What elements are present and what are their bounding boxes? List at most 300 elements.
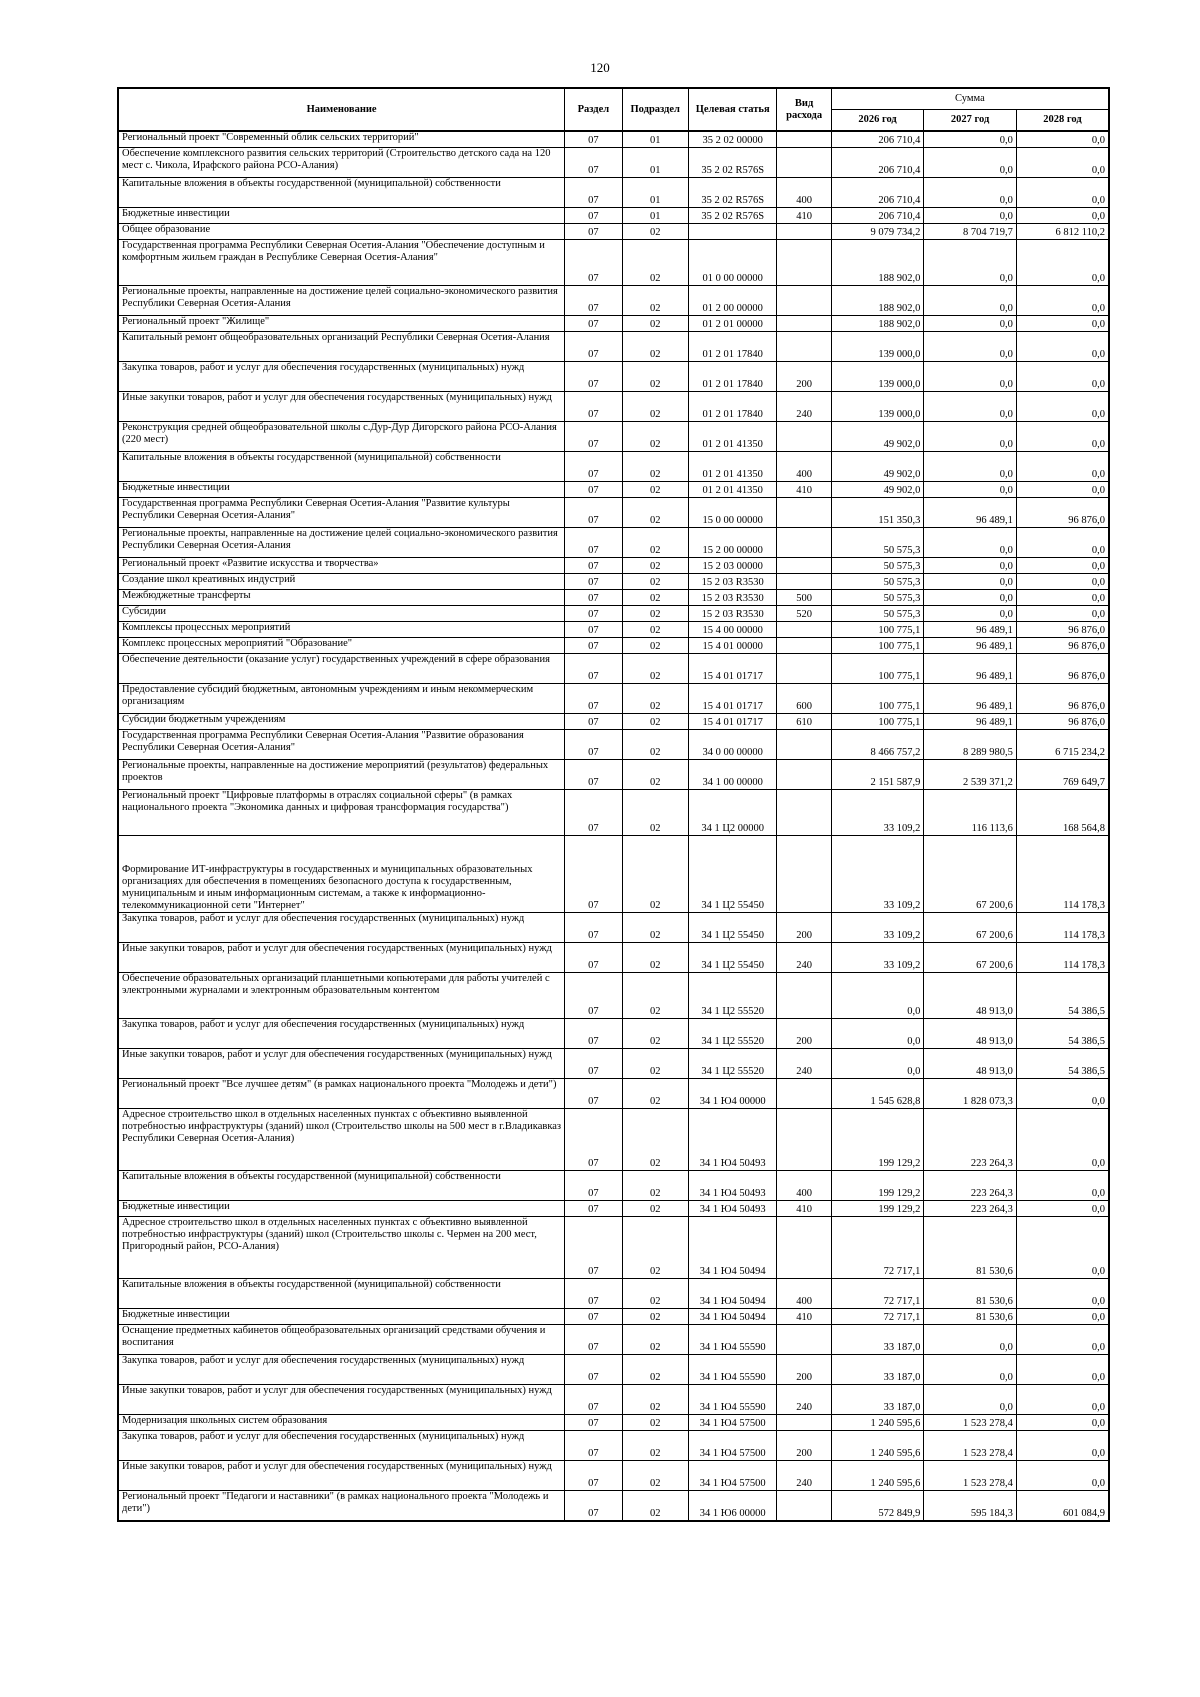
cell-2027: 1 523 278,4 bbox=[924, 1431, 1017, 1461]
cell-2028: 0,0 bbox=[1016, 316, 1109, 332]
cell-2026: 100 775,1 bbox=[831, 654, 924, 684]
cell-subsection: 02 bbox=[622, 1355, 688, 1385]
cell-target: 34 1 Ц2 55520 bbox=[688, 1049, 777, 1079]
cell-subsection: 02 bbox=[622, 558, 688, 574]
cell-2027: 48 913,0 bbox=[924, 1049, 1017, 1079]
cell-2027: 67 200,6 bbox=[924, 836, 1017, 913]
cell-2028: 0,0 bbox=[1016, 528, 1109, 558]
cell-target: 01 0 00 00000 bbox=[688, 240, 777, 286]
cell-expense-type: 600 bbox=[777, 684, 831, 714]
cell-subsection: 02 bbox=[622, 362, 688, 392]
cell-2026: 2 151 587,9 bbox=[831, 760, 924, 790]
cell-target: 34 1 Ю4 50494 bbox=[688, 1279, 777, 1309]
cell-name: Региональный проект "Жилище" bbox=[118, 316, 565, 332]
cell-2028: 0,0 bbox=[1016, 606, 1109, 622]
cell-2027: 67 200,6 bbox=[924, 913, 1017, 943]
table-row bbox=[118, 760, 1109, 790]
table-row bbox=[118, 422, 1109, 452]
cell-2027: 67 200,6 bbox=[924, 943, 1017, 973]
cell-2027: 0,0 bbox=[924, 131, 1017, 148]
cell-2026: 33 187,0 bbox=[831, 1385, 924, 1415]
header-name: Наименование bbox=[118, 88, 565, 131]
table-row bbox=[118, 1461, 1109, 1491]
cell-2027: 81 530,6 bbox=[924, 1309, 1017, 1325]
cell-subsection: 02 bbox=[622, 1217, 688, 1279]
cell-2026: 572 849,9 bbox=[831, 1491, 924, 1522]
cell-expense-type: 400 bbox=[777, 1279, 831, 1309]
cell-2027: 81 530,6 bbox=[924, 1279, 1017, 1309]
cell-2028: 0,0 bbox=[1016, 1171, 1109, 1201]
cell-subsection: 02 bbox=[622, 836, 688, 913]
cell-2027: 223 264,3 bbox=[924, 1171, 1017, 1201]
cell-2027: 0,0 bbox=[924, 422, 1017, 452]
cell-2027: 0,0 bbox=[924, 178, 1017, 208]
cell-2027: 96 489,1 bbox=[924, 622, 1017, 638]
cell-section: 07 bbox=[565, 316, 622, 332]
cell-section: 07 bbox=[565, 1355, 622, 1385]
cell-section: 07 bbox=[565, 638, 622, 654]
cell-2027: 96 489,1 bbox=[924, 684, 1017, 714]
table-row bbox=[118, 1309, 1109, 1325]
table-row bbox=[118, 622, 1109, 638]
cell-target: 34 1 Ц2 55450 bbox=[688, 913, 777, 943]
cell-2028: 114 178,3 bbox=[1016, 836, 1109, 913]
cell-2028: 96 876,0 bbox=[1016, 622, 1109, 638]
cell-name: Закупка товаров, работ и услуг для обеспечения государственных (муниципальных) нужд bbox=[118, 1431, 565, 1461]
cell-expense-type: 240 bbox=[777, 1385, 831, 1415]
cell-subsection: 01 bbox=[622, 148, 688, 178]
cell-2027: 0,0 bbox=[924, 1355, 1017, 1385]
cell-name: Межбюджетные трансферты bbox=[118, 590, 565, 606]
table-row bbox=[118, 362, 1109, 392]
cell-name: Иные закупки товаров, работ и услуг для обеспечения государственных (муниципальных) нужд bbox=[118, 1461, 565, 1491]
table-row bbox=[118, 1325, 1109, 1355]
cell-subsection: 02 bbox=[622, 422, 688, 452]
cell-2027: 81 530,6 bbox=[924, 1217, 1017, 1279]
cell-target: 34 1 00 00000 bbox=[688, 760, 777, 790]
cell-subsection: 02 bbox=[622, 790, 688, 836]
cell-2026: 151 350,3 bbox=[831, 498, 924, 528]
cell-2026: 139 000,0 bbox=[831, 392, 924, 422]
cell-subsection: 02 bbox=[622, 973, 688, 1019]
cell-2027: 1 523 278,4 bbox=[924, 1461, 1017, 1491]
cell-target: 15 4 01 01717 bbox=[688, 714, 777, 730]
table-row bbox=[118, 730, 1109, 760]
cell-2027: 0,0 bbox=[924, 606, 1017, 622]
cell-subsection: 02 bbox=[622, 730, 688, 760]
cell-2026: 139 000,0 bbox=[831, 362, 924, 392]
cell-name: Иные закупки товаров, работ и услуг для обеспечения государственных (муниципальных) нужд bbox=[118, 1385, 565, 1415]
cell-2026: 206 710,4 bbox=[831, 178, 924, 208]
table-row bbox=[118, 332, 1109, 362]
cell-section: 07 bbox=[565, 452, 622, 482]
cell-name: Капитальные вложения в объекты государственной (муниципальной) собственности bbox=[118, 1279, 565, 1309]
page-number: 120 bbox=[590, 60, 610, 75]
cell-subsection: 02 bbox=[622, 1201, 688, 1217]
cell-target: 35 2 02 R576S bbox=[688, 178, 777, 208]
cell-subsection: 01 bbox=[622, 208, 688, 224]
cell-2028: 96 876,0 bbox=[1016, 654, 1109, 684]
cell-name: Государственная программа Республики Северная Осетия-Алания "Развитие образования Республики Северная Осетия-Алания" bbox=[118, 730, 565, 760]
cell-target: 15 4 00 00000 bbox=[688, 622, 777, 638]
cell-name: Обеспечение комплексного развития сельских территорий (Строительство детского сада на 120 мест с. Чикола, Ирафского района РСО-Алания) bbox=[118, 148, 565, 178]
cell-target: 15 2 03 R3530 bbox=[688, 574, 777, 590]
cell-subsection: 01 bbox=[622, 131, 688, 148]
cell-2028: 54 386,5 bbox=[1016, 973, 1109, 1019]
cell-target: 35 2 02 00000 bbox=[688, 131, 777, 148]
cell-name: Капитальные вложения в объекты государственной (муниципальной) собственности bbox=[118, 452, 565, 482]
cell-section: 07 bbox=[565, 1171, 622, 1201]
cell-expense-type: 200 bbox=[777, 913, 831, 943]
cell-2026: 188 902,0 bbox=[831, 240, 924, 286]
cell-2026: 33 109,2 bbox=[831, 913, 924, 943]
cell-section: 07 bbox=[565, 498, 622, 528]
cell-target: 01 2 01 41350 bbox=[688, 422, 777, 452]
cell-name: Комплекс процессных мероприятий "Образование" bbox=[118, 638, 565, 654]
cell-section: 07 bbox=[565, 943, 622, 973]
cell-2026: 100 775,1 bbox=[831, 622, 924, 638]
cell-2028: 54 386,5 bbox=[1016, 1019, 1109, 1049]
cell-2027: 1 523 278,4 bbox=[924, 1415, 1017, 1431]
cell-expense-type bbox=[777, 790, 831, 836]
cell-2026: 49 902,0 bbox=[831, 482, 924, 498]
table-row bbox=[118, 178, 1109, 208]
table-row bbox=[118, 1431, 1109, 1461]
cell-2028: 0,0 bbox=[1016, 558, 1109, 574]
cell-subsection: 02 bbox=[622, 498, 688, 528]
cell-section: 07 bbox=[565, 392, 622, 422]
cell-2027: 0,0 bbox=[924, 286, 1017, 316]
cell-subsection: 02 bbox=[622, 760, 688, 790]
table-row bbox=[118, 1217, 1109, 1279]
cell-2026: 1 545 628,8 bbox=[831, 1079, 924, 1109]
cell-target: 01 2 01 41350 bbox=[688, 452, 777, 482]
cell-target: 35 2 02 R576S bbox=[688, 208, 777, 224]
cell-name: Бюджетные инвестиции bbox=[118, 1201, 565, 1217]
cell-section: 07 bbox=[565, 1279, 622, 1309]
cell-2026: 100 775,1 bbox=[831, 684, 924, 714]
table-row bbox=[118, 224, 1109, 240]
cell-name: Иные закупки товаров, работ и услуг для обеспечения государственных (муниципальных) нужд bbox=[118, 1049, 565, 1079]
cell-2028: 0,0 bbox=[1016, 422, 1109, 452]
cell-2026: 188 902,0 bbox=[831, 286, 924, 316]
cell-2026: 49 902,0 bbox=[831, 422, 924, 452]
cell-subsection: 02 bbox=[622, 1309, 688, 1325]
cell-section: 07 bbox=[565, 482, 622, 498]
cell-expense-type: 200 bbox=[777, 1431, 831, 1461]
cell-target: 01 2 01 17840 bbox=[688, 362, 777, 392]
cell-2027: 0,0 bbox=[924, 574, 1017, 590]
cell-section: 07 bbox=[565, 730, 622, 760]
cell-2028: 0,0 bbox=[1016, 392, 1109, 422]
cell-target: 01 2 01 17840 bbox=[688, 392, 777, 422]
cell-expense-type bbox=[777, 528, 831, 558]
cell-target: 34 1 Ц2 55450 bbox=[688, 943, 777, 973]
cell-target: 01 2 00 00000 bbox=[688, 286, 777, 316]
cell-section: 07 bbox=[565, 654, 622, 684]
cell-target: 34 1 Ц2 55520 bbox=[688, 1019, 777, 1049]
cell-expense-type bbox=[777, 638, 831, 654]
cell-expense-type bbox=[777, 1109, 831, 1171]
cell-expense-type: 200 bbox=[777, 1019, 831, 1049]
cell-2026: 0,0 bbox=[831, 1019, 924, 1049]
cell-target: 34 1 Ю4 50493 bbox=[688, 1109, 777, 1171]
cell-2028: 0,0 bbox=[1016, 208, 1109, 224]
table-row bbox=[118, 638, 1109, 654]
cell-2026: 206 710,4 bbox=[831, 131, 924, 148]
cell-name: Реконструкция средней общеобразовательной школы с.Дур-Дур Дигорского района РСО-Алания (220 мест) bbox=[118, 422, 565, 452]
cell-target: 34 1 Ю4 57500 bbox=[688, 1461, 777, 1491]
cell-section: 07 bbox=[565, 574, 622, 590]
cell-section: 07 bbox=[565, 973, 622, 1019]
cell-2027: 96 489,1 bbox=[924, 638, 1017, 654]
cell-name: Субсидии bbox=[118, 606, 565, 622]
cell-target: 34 1 Ц2 55450 bbox=[688, 836, 777, 913]
cell-target bbox=[688, 224, 777, 240]
cell-name: Предоставление субсидий бюджетным, автономным учреждениям и иным некоммерческим организациям bbox=[118, 684, 565, 714]
cell-target: 34 1 Ю4 55590 bbox=[688, 1355, 777, 1385]
cell-2027: 0,0 bbox=[924, 528, 1017, 558]
cell-name: Адресное строительство школ в отдельных населенных пунктах с объективно выявленной потребностью инфраструктуры (зданий) школ (Строительство школы на 500 мест в г.Владикавказ Республики Северная Осетия-Алания) bbox=[118, 1109, 565, 1171]
table-row bbox=[118, 654, 1109, 684]
cell-2028: 0,0 bbox=[1016, 590, 1109, 606]
table-row bbox=[118, 452, 1109, 482]
cell-name: Субсидии бюджетным учреждениям bbox=[118, 714, 565, 730]
cell-section: 07 bbox=[565, 1217, 622, 1279]
table-row bbox=[118, 528, 1109, 558]
cell-subsection: 02 bbox=[622, 1415, 688, 1431]
cell-expense-type: 240 bbox=[777, 1461, 831, 1491]
cell-2028: 168 564,8 bbox=[1016, 790, 1109, 836]
cell-2027: 2 539 371,2 bbox=[924, 760, 1017, 790]
cell-expense-type: 400 bbox=[777, 1171, 831, 1201]
cell-2026: 1 240 595,6 bbox=[831, 1461, 924, 1491]
cell-target: 34 1 Ю4 50494 bbox=[688, 1309, 777, 1325]
cell-expense-type bbox=[777, 131, 831, 148]
header-2028: 2028 год bbox=[1016, 110, 1109, 132]
cell-2026: 72 717,1 bbox=[831, 1217, 924, 1279]
cell-expense-type bbox=[777, 286, 831, 316]
table-row bbox=[118, 574, 1109, 590]
cell-2028: 0,0 bbox=[1016, 482, 1109, 498]
cell-2027: 0,0 bbox=[924, 316, 1017, 332]
cell-expense-type bbox=[777, 760, 831, 790]
cell-2028: 0,0 bbox=[1016, 1431, 1109, 1461]
cell-section: 07 bbox=[565, 760, 622, 790]
cell-2026: 50 575,3 bbox=[831, 590, 924, 606]
cell-subsection: 02 bbox=[622, 1431, 688, 1461]
cell-target: 35 2 02 R576S bbox=[688, 148, 777, 178]
cell-name: Капитальные вложения в объекты государственной (муниципальной) собственности bbox=[118, 1171, 565, 1201]
cell-target: 01 2 01 00000 bbox=[688, 316, 777, 332]
cell-name: Формирование ИТ-инфраструктуры в государственных и муниципальных образовательных организациях для обеспечения в помещениях безопасного доступа к государственным, муниципальным и иным информационным системам, а также к информационно-телекоммуникационной сети "Интернет" bbox=[118, 836, 565, 913]
cell-2026: 72 717,1 bbox=[831, 1309, 924, 1325]
cell-2028: 0,0 bbox=[1016, 240, 1109, 286]
cell-expense-type bbox=[777, 148, 831, 178]
cell-2028: 114 178,3 bbox=[1016, 913, 1109, 943]
cell-2026: 1 240 595,6 bbox=[831, 1431, 924, 1461]
cell-section: 07 bbox=[565, 178, 622, 208]
cell-subsection: 02 bbox=[622, 392, 688, 422]
table-row bbox=[118, 836, 1109, 913]
cell-section: 07 bbox=[565, 590, 622, 606]
header-subsection: Подраздел bbox=[622, 88, 688, 131]
cell-section: 07 bbox=[565, 1309, 622, 1325]
cell-2027: 96 489,1 bbox=[924, 498, 1017, 528]
table-row bbox=[118, 1415, 1109, 1431]
cell-2027: 0,0 bbox=[924, 332, 1017, 362]
cell-2027: 96 489,1 bbox=[924, 714, 1017, 730]
cell-section: 07 bbox=[565, 1415, 622, 1431]
cell-expense-type bbox=[777, 730, 831, 760]
cell-subsection: 02 bbox=[622, 482, 688, 498]
cell-section: 07 bbox=[565, 622, 622, 638]
cell-name: Закупка товаров, работ и услуг для обеспечения государственных (муниципальных) нужд bbox=[118, 913, 565, 943]
table-row bbox=[118, 714, 1109, 730]
cell-2026: 100 775,1 bbox=[831, 638, 924, 654]
cell-2026: 139 000,0 bbox=[831, 332, 924, 362]
cell-name: Региональный проект "Все лучшее детям" (в рамках национального проекта "Молодежь и дети") bbox=[118, 1079, 565, 1109]
cell-section: 07 bbox=[565, 422, 622, 452]
cell-section: 07 bbox=[565, 1109, 622, 1171]
cell-2028: 769 649,7 bbox=[1016, 760, 1109, 790]
cell-name: Бюджетные инвестиции bbox=[118, 1309, 565, 1325]
header-2027: 2027 год bbox=[924, 110, 1017, 132]
cell-2026: 50 575,3 bbox=[831, 574, 924, 590]
cell-2026: 33 109,2 bbox=[831, 790, 924, 836]
cell-expense-type: 400 bbox=[777, 452, 831, 482]
cell-subsection: 02 bbox=[622, 638, 688, 654]
cell-2028: 0,0 bbox=[1016, 1325, 1109, 1355]
table-row bbox=[118, 392, 1109, 422]
cell-expense-type: 200 bbox=[777, 362, 831, 392]
cell-subsection: 02 bbox=[622, 684, 688, 714]
cell-expense-type bbox=[777, 973, 831, 1019]
cell-section: 07 bbox=[565, 224, 622, 240]
cell-2026: 199 129,2 bbox=[831, 1109, 924, 1171]
cell-subsection: 02 bbox=[622, 452, 688, 482]
cell-target: 34 1 Ю4 00000 bbox=[688, 1079, 777, 1109]
cell-2026: 49 902,0 bbox=[831, 452, 924, 482]
cell-section: 07 bbox=[565, 684, 622, 714]
cell-section: 07 bbox=[565, 836, 622, 913]
cell-2028: 0,0 bbox=[1016, 1461, 1109, 1491]
table-row bbox=[118, 943, 1109, 973]
cell-section: 07 bbox=[565, 286, 622, 316]
cell-expense-type: 410 bbox=[777, 1309, 831, 1325]
cell-target: 34 1 Ю4 57500 bbox=[688, 1415, 777, 1431]
cell-2028: 0,0 bbox=[1016, 1415, 1109, 1431]
cell-expense-type bbox=[777, 836, 831, 913]
cell-expense-type bbox=[777, 574, 831, 590]
table-row bbox=[118, 973, 1109, 1019]
cell-section: 07 bbox=[565, 1201, 622, 1217]
cell-subsection: 02 bbox=[622, 224, 688, 240]
cell-name: Капитальные вложения в объекты государственной (муниципальной) собственности bbox=[118, 178, 565, 208]
budget-table bbox=[117, 87, 1110, 1522]
cell-2027: 8 289 980,5 bbox=[924, 730, 1017, 760]
cell-section: 07 bbox=[565, 913, 622, 943]
cell-2026: 50 575,3 bbox=[831, 558, 924, 574]
cell-name: Иные закупки товаров, работ и услуг для обеспечения государственных (муниципальных) нужд bbox=[118, 943, 565, 973]
cell-expense-type bbox=[777, 422, 831, 452]
cell-name: Бюджетные инвестиции bbox=[118, 208, 565, 224]
cell-2026: 0,0 bbox=[831, 973, 924, 1019]
cell-target: 15 2 00 00000 bbox=[688, 528, 777, 558]
cell-2026: 0,0 bbox=[831, 1049, 924, 1079]
cell-2027: 0,0 bbox=[924, 362, 1017, 392]
cell-2027: 0,0 bbox=[924, 208, 1017, 224]
cell-subsection: 02 bbox=[622, 1385, 688, 1415]
cell-target: 15 0 00 00000 bbox=[688, 498, 777, 528]
cell-target: 34 1 Ю4 55590 bbox=[688, 1325, 777, 1355]
cell-section: 07 bbox=[565, 714, 622, 730]
cell-target: 15 4 01 01717 bbox=[688, 684, 777, 714]
cell-2026: 33 109,2 bbox=[831, 836, 924, 913]
table-row bbox=[118, 498, 1109, 528]
cell-expense-type: 400 bbox=[777, 178, 831, 208]
cell-expense-type bbox=[777, 1325, 831, 1355]
cell-2026: 72 717,1 bbox=[831, 1279, 924, 1309]
table-row bbox=[118, 286, 1109, 316]
cell-2027: 48 913,0 bbox=[924, 973, 1017, 1019]
cell-expense-type: 610 bbox=[777, 714, 831, 730]
cell-2028: 6 715 234,2 bbox=[1016, 730, 1109, 760]
cell-2026: 206 710,4 bbox=[831, 148, 924, 178]
cell-name: Региональные проекты, направленные на достижение целей социально-экономического развития Республики Северная Осетия-Алания bbox=[118, 286, 565, 316]
table-row bbox=[118, 208, 1109, 224]
cell-section: 07 bbox=[565, 1079, 622, 1109]
cell-2028: 0,0 bbox=[1016, 452, 1109, 482]
cell-section: 07 bbox=[565, 332, 622, 362]
header-2026: 2026 год bbox=[831, 110, 924, 132]
cell-name: Обеспечение образовательных организаций планшетными копьютерами для работы учителей с электронными журналами и электронным образовательным контентом bbox=[118, 973, 565, 1019]
header-expense-type: Вид расхода bbox=[777, 88, 831, 131]
cell-2028: 0,0 bbox=[1016, 1079, 1109, 1109]
cell-target: 15 2 03 00000 bbox=[688, 558, 777, 574]
cell-2027: 223 264,3 bbox=[924, 1201, 1017, 1217]
cell-2028: 0,0 bbox=[1016, 1279, 1109, 1309]
table-row bbox=[118, 1385, 1109, 1415]
cell-name: Региональные проекты, направленные на достижение мероприятий (результатов) федеральных проектов bbox=[118, 760, 565, 790]
cell-2028: 96 876,0 bbox=[1016, 498, 1109, 528]
cell-name: Создание школ креативных индустрий bbox=[118, 574, 565, 590]
cell-section: 07 bbox=[565, 1431, 622, 1461]
cell-2028: 0,0 bbox=[1016, 1355, 1109, 1385]
cell-name: Общее образование bbox=[118, 224, 565, 240]
cell-name: Иные закупки товаров, работ и услуг для обеспечения государственных (муниципальных) нужд bbox=[118, 392, 565, 422]
cell-name: Капитальный ремонт общеобразовательных организаций Республики Северная Осетия-Алания bbox=[118, 332, 565, 362]
cell-subsection: 02 bbox=[622, 1461, 688, 1491]
cell-name: Обеспечение деятельности (оказание услуг) государственных учреждений в сфере образования bbox=[118, 654, 565, 684]
cell-subsection: 02 bbox=[622, 913, 688, 943]
table-row bbox=[118, 1491, 1109, 1522]
cell-2027: 223 264,3 bbox=[924, 1109, 1017, 1171]
cell-subsection: 02 bbox=[622, 1325, 688, 1355]
cell-expense-type bbox=[777, 498, 831, 528]
cell-2026: 33 109,2 bbox=[831, 943, 924, 973]
cell-2028: 0,0 bbox=[1016, 286, 1109, 316]
cell-subsection: 02 bbox=[622, 1019, 688, 1049]
cell-2028: 96 876,0 bbox=[1016, 714, 1109, 730]
table-row bbox=[118, 913, 1109, 943]
cell-expense-type: 410 bbox=[777, 1201, 831, 1217]
cell-name: Региональный проект "Современный облик сельских территорий" bbox=[118, 131, 565, 148]
cell-subsection: 02 bbox=[622, 528, 688, 558]
cell-subsection: 02 bbox=[622, 590, 688, 606]
cell-name: Региональный проект "Педагоги и наставники" (в рамках национального проекта "Молодежь и дети") bbox=[118, 1491, 565, 1522]
cell-2028: 0,0 bbox=[1016, 148, 1109, 178]
